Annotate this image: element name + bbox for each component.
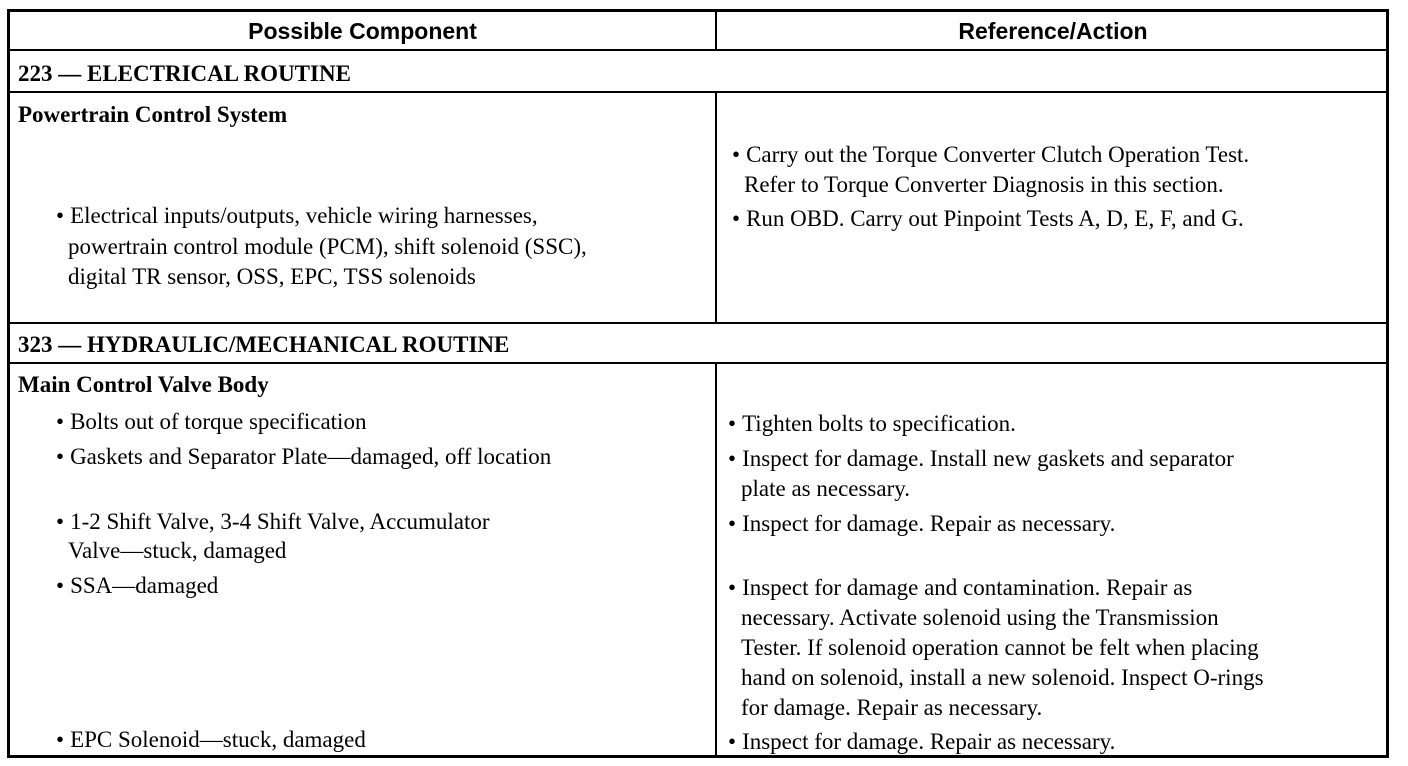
component-group-title: Main Control Valve Body [18,372,269,397]
action-item-continuation: for damage. Repair as necessary. [741,695,1043,720]
component-item-continuation: Valve—stuck, damaged [68,538,287,563]
routine-title: 323 — HYDRAULIC/MECHANICAL ROUTINE [18,332,510,357]
section-223-column-divider [715,91,717,322]
action-item-continuation: necessary. Activate solenoid using the Transmission [741,605,1219,630]
component-item: • SSA—damaged [56,572,218,600]
component-item-continuation: digital TR sensor, OSS, EPC, TSS solenoids [68,264,476,289]
action-item-continuation: hand on solenoid, install a new solenoid. Inspect O-rings [741,665,1264,690]
section-323-column-divider [715,362,717,758]
action-item-continuation: Tester. If solenoid operation cannot be felt when placing [741,635,1259,660]
component-item: • Electrical inputs/outputs, vehicle wiring harnesses, [56,202,538,230]
action-item: • Run OBD. Carry out Pinpoint Tests A, D, E, F, and G. [732,205,1244,233]
section-223-bottom-divider [10,322,1386,324]
action-item: • Inspect for damage. Repair as necessary. [728,728,1115,756]
routine-223-divider [10,91,1386,93]
diagnosis-table [7,9,1389,758]
component-item-continuation: powertrain control module (PCM), shift solenoid (SSC), [68,234,587,259]
action-item: • Tighten bolts to specification. [728,410,1016,438]
action-item-continuation: plate as necessary. [741,476,911,501]
header-possible-component: Possible Component [248,18,477,44]
component-item: • Bolts out of torque specification [56,408,366,436]
header-divider [10,49,1386,51]
component-item: • EPC Solenoid—stuck, damaged [56,726,366,754]
action-item: • Inspect for damage. Install new gaskets and separator [728,445,1234,473]
action-item: • Inspect for damage and contamination. Repair as [728,574,1192,602]
header-reference-action: Reference/Action [958,18,1148,44]
routine-title: 223 — ELECTRICAL ROUTINE [18,61,351,86]
component-item: • Gaskets and Separator Plate—damaged, off location [56,443,551,471]
action-item: • Inspect for damage. Repair as necessary. [728,510,1115,538]
component-item: • 1-2 Shift Valve, 3-4 Shift Valve, Accumulator [56,508,490,536]
routine-323-divider [10,362,1386,364]
action-item-continuation: Refer to Torque Converter Diagnosis in this section. [744,172,1224,197]
component-group-title: Powertrain Control System [18,102,288,127]
action-item: • Carry out the Torque Converter Clutch Operation Test. [732,141,1249,169]
